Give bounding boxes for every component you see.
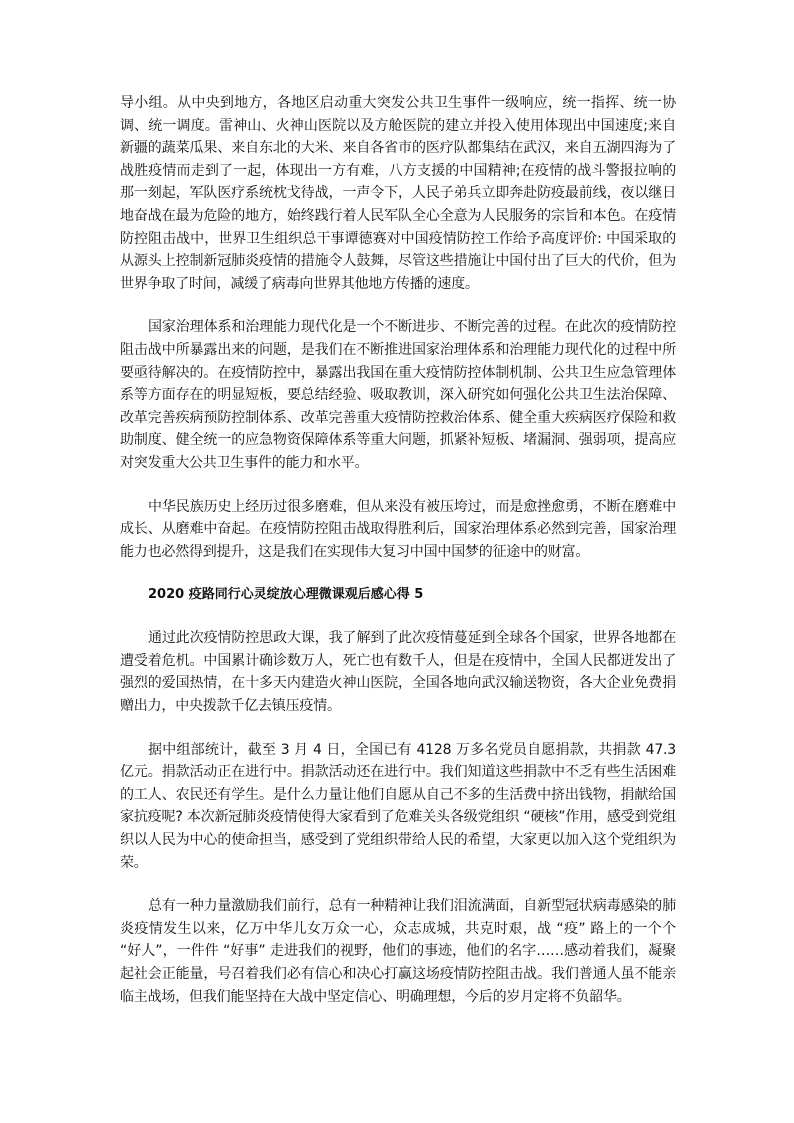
paragraph-gap [120, 606, 676, 627]
paragraph-5: 据中组部统计，截至 3 月 4 日，全国已有 4128 万多名党员自愿捐款，共捐款 47.3 亿元。捐款活动正在进行中。捐款活动还在进行中。我们知道这些捐款中不乏有些生活困难的工人、农民还有学生。是什么力量让他们自愿从自己不多的生活费中挤出钱物，捐献给国家抗疫呢? 本次新冠肺炎疫情使得大家看到了危难关头各级党组织 “硬核”作用，感受到党组织以人民为中心的使命担当，感受到了党组织带给人民的希望，大家更以加入这个党组织为荣。 [120, 741, 676, 871]
paragraph-6: 总有一种力量激励我们前行，总有一种精神让我们泪流满面，自新型冠状病毒感染的肺炎疫情发生以来，亿万中华儿女万众一心，众志成城，共克时艰，战 “疫” 路上的一个个 “好人”，一件件 “好事” 走进我们的视野，他们的事迹，他们的名字……感动着我们，凝聚起社会正能量，号召着我们必有信心和决心打赢这场疫情防控阻击战。我们普通人虽不能亲临主战场，但我们能坚持在大战中坚定信心、明确理想，今后的岁月定将不负韶华。 [120, 898, 676, 1005]
paragraph-4: 通过此次疫情防控思政大课，我了解到了此次疫情蔓延到全球各个国家，世界各地都在遭受着危机。中国累计确诊数万人，死亡也有数千人，但是在疫情中，全国人民都迸发出了强烈的爱国热情，在十多天内建造火神山医院，全国各地向武汉输送物资，各大企业免费捐赠出力，中央拨款千亿去镇压疫情。 [120, 630, 676, 715]
paragraph-gap [120, 475, 676, 496]
paragraph-gap [120, 295, 676, 316]
paragraph-3: 中华民族历史上经历过很多磨难，但从来没有被压垮过，而是愈挫愈勇，不断在磨难中成长、从磨难中奋起。在疫情防控阻击战取得胜利后，国家治理体系必然到完善，国家治理能力也必然得到提升，这是我们在实现伟大复习中国中国梦的征途中的财富。 [120, 498, 676, 560]
paragraph-gap [120, 874, 676, 895]
paragraph-gap [120, 563, 676, 584]
section-heading: 2020 疫路同行心灵绽放心理微课观后感心得 5 [148, 587, 424, 603]
document-page [120, 92, 676, 1008]
paragraph-2: 国家治理体系和治理能力现代化是一个不断进步、不断完善的过程。在此次的疫情防控阻击战中所暴露出来的问题，是我们在不断推进国家治理体系和治理能力现代化的过程中所要亟待解决的。在疫情防控中，暴露出我国在重大疫情防控体制机制、公共卫生应急管理体系等方面存在的明显短板，要总结经验、吸取教训，深入研究如何强化公共卫生法治保障、改革完善疾病预防控制体系、改革完善重大疫情防控救治体系、健全重大疾病医疗保险和救助制度、健全统一的应急物资保障体系等重大问题，抓紧补短板、堵漏洞、强弱项，提高应对突发重大公共卫生事件的能力和水平。 [120, 319, 676, 471]
paragraph-gap [120, 718, 676, 739]
paragraph-1: 导小组。从中央到地方，各地区启动重大突发公共卫生事件一级响应，统一指挥、统一协调、统一调度。雷神山、火神山医院以及方舱医院的建立并投入使用体现出中国速度;来自新疆的蔬菜瓜果、来自东北的大米、来自各省市的医疗队都集结在武汉，来自五湖四海为了战胜疫情而走到了一起，体现出一方有难，八方支援的中国精神;在疫情的战斗警报拉响的那一刻起，军队医疗系统枕戈待战，一声令下，人民子弟兵立即奔赴防疫最前线，夜以继日地奋战在最为危险的地方，始终践行着人民军队全心全意为人民服务的宗旨和本色。在疫情防控阻击战中，世界卫生组织总干事谭德赛对中国疫情防控工作给予高度评价: 中国采取的从源头上控制新冠肺炎疫情的措施令人鼓舞，尽管这些措施让中国付出了巨大的代价，但为世界争取了时间，减缓了病毒向世界其他地方传播的速度。 [120, 95, 676, 292]
